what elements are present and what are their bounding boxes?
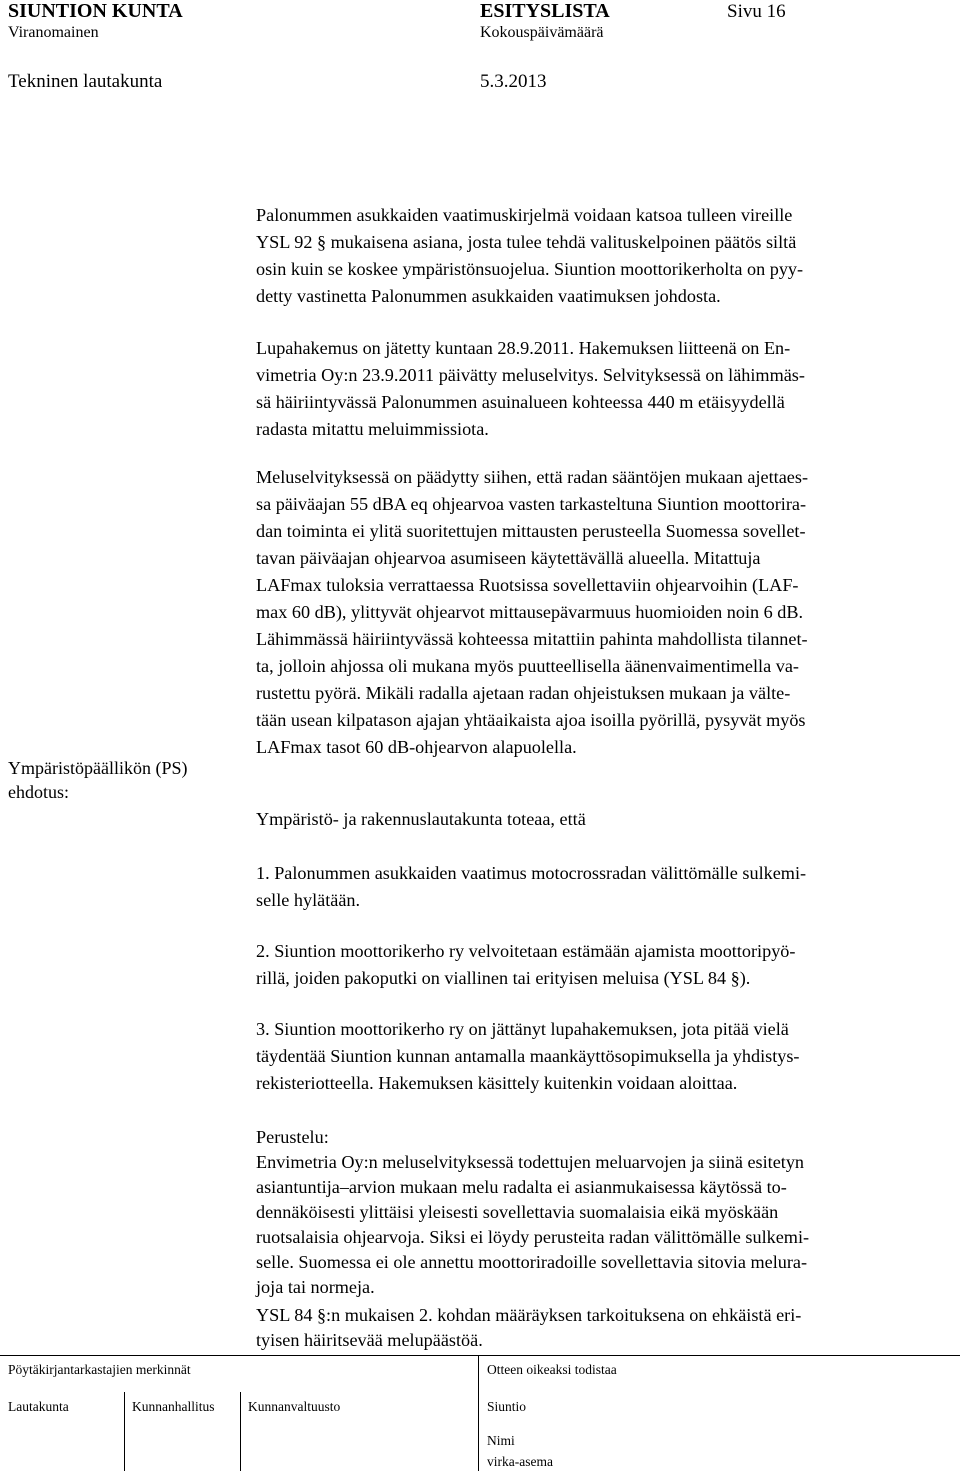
paragraph-3-line-2: sa päiväajan 55 dBA eq ohjearvoa vasten tarkasteltuna Siuntion moottorira- (256, 494, 807, 514)
rationale-line-5: selle. Suomessa ei ole annettu moottoriradoille sovellettavia sitovia melura- (256, 1252, 808, 1272)
paragraph-2-line-4: radasta mitattu meluimmissiota. (256, 419, 489, 439)
footer-certified-title: Otteen oikeaksi todistaa (487, 1362, 617, 1377)
paragraph-2-line-1: Lupahakemus on jätetty kuntaan 28.9.2011. Hakemuksen liitteenä on En- (256, 338, 791, 358)
date-label: Kokouspäivämäärä (480, 24, 604, 41)
rationale-line-7: YSL 84 §:n mukaisen 2. kohdan määräyksen tarkoituksena on ehkäistä eri- (256, 1305, 802, 1325)
rationale-line-8: tyisen häiritsevää melupäästöä. (256, 1330, 483, 1350)
paragraph-1-line-2: YSL 92 § mukaisena asiana, josta tulee tehdä valituskelpoinen päätös siltä (256, 232, 797, 252)
item-2-line-2: rillä, joiden pakoputki on viallinen tai erityisen meluisa (YSL 84 §). (256, 968, 751, 988)
paragraph-3-line-4: tavan päiväajan ohjearvoa asumiseen käytettävällä alueella. Mitattuja (256, 548, 761, 568)
municipality-name: SIUNTION KUNTA (8, 0, 183, 22)
footer-position: virka-asema (487, 1454, 553, 1469)
rationale-heading: Perustelu: (256, 1127, 329, 1147)
rationale-line-3: dennäköisesti ylittäisi yleisesti sovellettavia suomalaisia eikä myöskään (256, 1202, 779, 1222)
agenda-title: ESITYSLISTA (480, 0, 610, 22)
rationale-line-1: Envimetria Oy:n meluselvityksessä todettujen meluarvojen ja siinä esitetyn (256, 1152, 805, 1172)
paragraph-1-line-1: Palonummen asukkaiden vaatimuskirjelmä voidaan katsoa tulleen vireille (256, 205, 793, 225)
paragraph-3-line-9: rustettu pyörä. Mikäli radalla ajetaan radan ohjeistuksen mukaan ja välte- (256, 683, 791, 703)
footer-kunnanhallitus: Kunnanhallitus (132, 1399, 215, 1414)
paragraph-1-line-3: osin kuin se koskee ympäristönsuojelua. Siuntion moottorikerholta on pyy- (256, 259, 804, 279)
paragraph-3-line-8: ta, jolloin ahjossa oli mukana myös puutteellisella äänenvaimentimella va- (256, 656, 799, 676)
item-3-line-3: rekisteriotteella. Hakemuksen käsittely kuitenkin voidaan aloittaa. (256, 1073, 738, 1093)
authority-name: Tekninen lautakunta (8, 71, 163, 92)
item-3-line-1: 3. Siuntion moottorikerho ry on jättänyt lupahakemuksen, jota pitää vielä (256, 1019, 789, 1039)
paragraph-1-line-4: detty vastinetta Palonummen asukkaiden vaatimuksen johdosta. (256, 286, 721, 306)
page-number: Sivu 16 (727, 1, 786, 22)
item-1-line-1: 1. Palonummen asukkaiden vaatimus motocrossradan välittömälle sulkemi- (256, 863, 807, 883)
paragraph-3-line-6: max 60 dB), ylittyvät ohjearvot mittausepävarmuus huomioiden noin 6 dB. (256, 602, 804, 622)
footer-divider-1 (124, 1392, 125, 1471)
rationale-line-4: ruotsalaisia ohjearvoja. Siksi ei löydy perusteita radan välittömälle sulkemi- (256, 1227, 810, 1247)
footer-place: Siuntio (487, 1399, 527, 1414)
paragraph-3-line-3: dan toiminta ei ylitä suoritettujen mittausten perusteella Suomessa sovellet- (256, 521, 806, 541)
proposal-label-line-2: ehdotus: (8, 782, 69, 802)
meeting-date: 5.3.2013 (480, 71, 547, 92)
footer-divider-2 (240, 1392, 241, 1471)
paragraph-3-line-10: tään usean kilpatason ajajan yhtäaikaista ajoa isoilla pyörillä, pysyvät myös (256, 710, 806, 730)
item-2-line-1: 2. Siuntion moottorikerho ry velvoitetaan estämään ajamista moottoripyö- (256, 941, 796, 961)
footer-top-rule (0, 1355, 960, 1356)
authority-label: Viranomainen (8, 24, 99, 41)
footer-kunnanvaltuusto: Kunnanvaltuusto (248, 1399, 341, 1414)
footer-markings-title: Pöytäkirjantarkastajien merkinnät (8, 1362, 191, 1377)
proposal-intro: Ympäristö- ja rakennuslautakunta toteaa, että (256, 809, 586, 829)
rationale-line-2: asiantuntija–arvion mukaan melu radalta ei asianmukaisessa käytössä to- (256, 1177, 787, 1197)
paragraph-2-line-2: vimetria Oy:n 23.9.2011 päivätty meluselvitys. Selvityksessä on lähimmäs- (256, 365, 805, 385)
paragraph-3-line-7: Lähimmässä häiriintyvässä kohteessa mitattiin pahinta mahdollista tilannet- (256, 629, 808, 649)
footer-divider-center (478, 1355, 479, 1471)
rationale-line-6: joja tai normeja. (256, 1277, 375, 1297)
footer-name: Nimi (487, 1433, 515, 1448)
item-3-line-2: täydentää Siuntion kunnan antamalla maankäyttösopimuksella ja yhdistys- (256, 1046, 800, 1066)
paragraph-3-line-5: LAFmax tuloksia verrattaessa Ruotsissa sovellettaviin ohjearvoihin (LAF- (256, 575, 799, 595)
item-1-line-2: selle hylätään. (256, 890, 361, 910)
footer-lautakunta: Lautakunta (8, 1399, 69, 1414)
proposal-label-line-1: Ympäristöpäällikön (PS) (8, 758, 188, 778)
paragraph-3-line-11: LAFmax tasot 60 dB-ohjearvon alapuolella. (256, 737, 577, 757)
paragraph-3-line-1: Meluselvityksessä on päädytty siihen, että radan sääntöjen mukaan ajettaes- (256, 467, 809, 487)
paragraph-2-line-3: sä häiriintyvässä Palonummen asuinalueen kohteessa 440 m etäisyydellä (256, 392, 785, 412)
